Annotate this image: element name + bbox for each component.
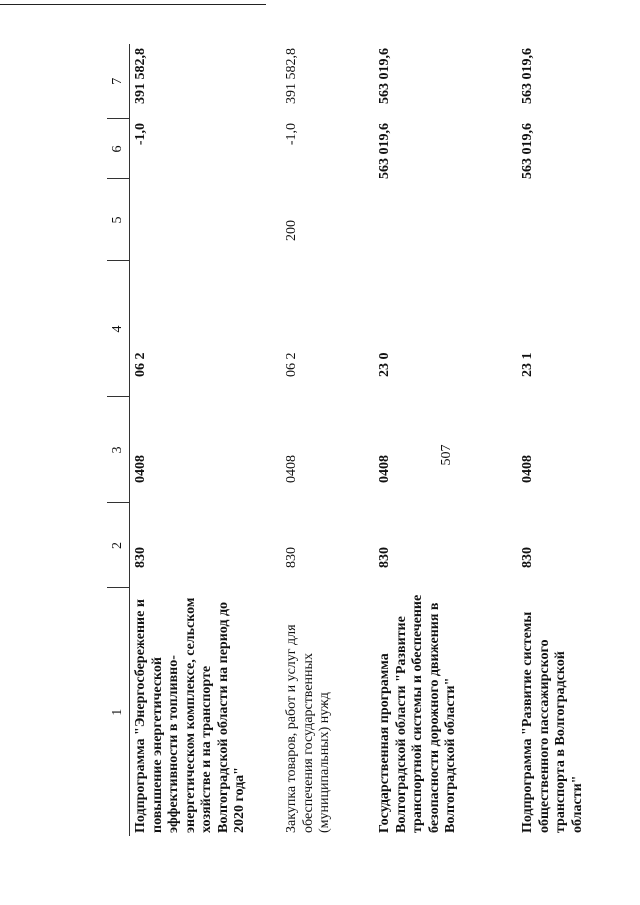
row-name: Государственная программа Волгоградской области "Развитие транспортной системы и обеспечение безопасности дорожного движения в Волгоградской области": [377, 594, 458, 833]
column-header: 5: [107, 179, 130, 261]
column-header: 4: [107, 261, 130, 397]
table-row: [130, 44, 282, 836]
column-header: 6: [107, 119, 130, 179]
section-code: 0408: [284, 455, 299, 483]
column-number-row: [107, 44, 130, 836]
section-code: 0408: [520, 455, 535, 483]
target-article: 06 2: [133, 352, 148, 377]
row-name: Закупка товаров, работ и услуг для обеспечения государственных (муниципальных) нужд: [284, 624, 332, 833]
table-row: [281, 44, 374, 836]
section-code: 0408: [377, 455, 392, 483]
amount-change: -1,0: [284, 123, 299, 146]
ministry-code: 830: [133, 547, 148, 568]
top-rule: [0, 4, 266, 5]
column-header: 3: [107, 397, 130, 503]
expense-type: [517, 179, 620, 261]
amount-total: 563 019,6: [520, 48, 535, 104]
column-header: 1: [107, 588, 130, 836]
table-row: [374, 44, 517, 836]
amount-total: 391 582,8: [133, 48, 148, 104]
expense-type: [130, 179, 282, 261]
column-header: 7: [107, 44, 130, 119]
table-row: [517, 44, 620, 836]
amount-total: 391 582,8: [284, 48, 299, 104]
section-code: 0408: [133, 455, 148, 483]
column-header: 2: [107, 503, 130, 588]
amount-change: -1,0: [133, 123, 148, 146]
ministry-code: 830: [284, 547, 299, 568]
ministry-code: 830: [520, 547, 535, 568]
amount-change: 563 019,6: [520, 123, 535, 179]
budget-table-rotated: [107, 44, 637, 836]
target-article: 23 1: [520, 352, 535, 377]
row-name: Подпрограмма "Энергосбережение и повышение энергетической эффективности в топливно-энергетическом комплексе, сельском хозяйстве и на транспорте Волгоградской области на период до 2020 года": [133, 597, 247, 833]
row-name: Подпрограмма "Развитие системы общественного пассажирского транспорта в Волгоградской области": [520, 611, 585, 833]
amount-total: 563 019,6: [377, 48, 392, 104]
amount-change: 563 019,6: [377, 123, 392, 179]
expense-type: [374, 179, 517, 261]
target-article: 06 2: [284, 352, 299, 377]
budget-table: [107, 44, 620, 836]
expense-type: 200: [284, 220, 299, 241]
ministry-code: 830: [377, 547, 392, 568]
page-number: 507: [439, 444, 454, 466]
target-article: 23 0: [377, 352, 392, 377]
